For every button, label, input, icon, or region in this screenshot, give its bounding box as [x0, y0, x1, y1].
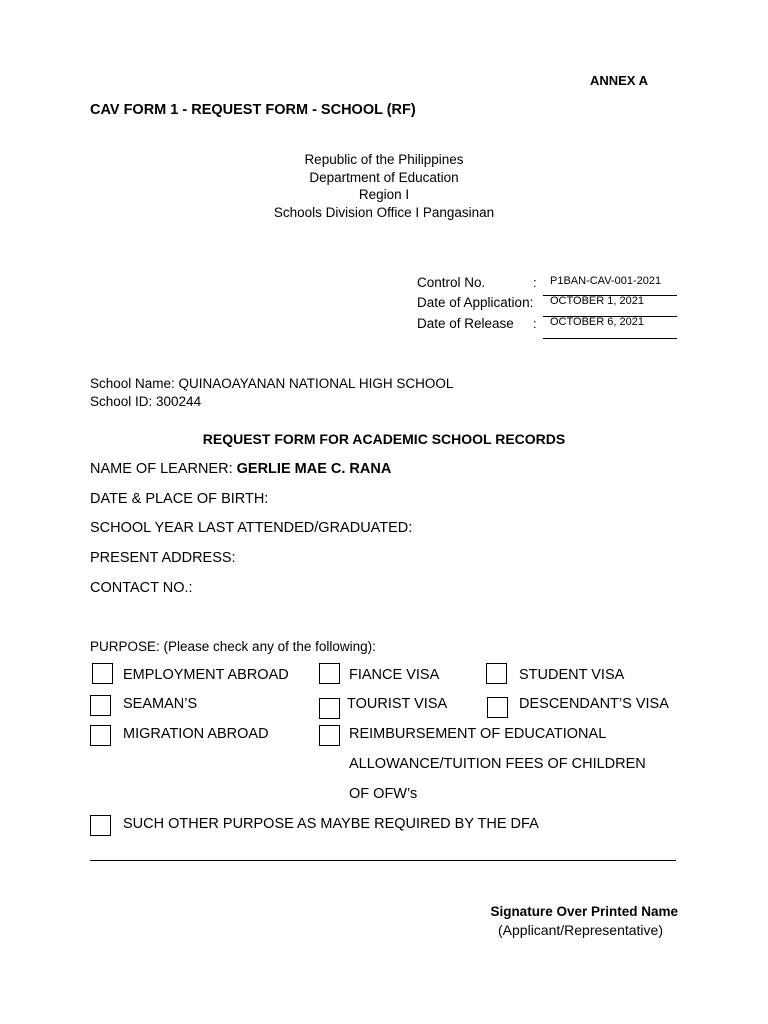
- reimbursement-label-line1: REIMBURSEMENT OF EDUCATIONAL: [349, 726, 607, 742]
- request-form-title: REQUEST FORM FOR ACADEMIC SCHOOL RECORDS: [202, 431, 566, 447]
- fiance-visa-label: FIANCE VISA: [349, 667, 440, 683]
- release-date-label: Date of Release: [417, 316, 514, 331]
- school-id: School ID: 300244: [90, 394, 202, 409]
- reimbursement-label-line2: ALLOWANCE/TUITION FEES OF CHILDREN: [349, 756, 646, 772]
- tourist-visa-checkbox[interactable]: [319, 698, 340, 719]
- application-date-label: Date of Application:: [417, 295, 534, 310]
- control-no-label: Control No.: [417, 275, 486, 290]
- seamans-label: SEAMAN’S: [123, 696, 198, 712]
- descendants-visa-checkbox[interactable]: [487, 697, 508, 718]
- reimbursement-label-line3: OF OFW’s: [349, 786, 418, 802]
- migration-abroad-label: MIGRATION ABROAD: [123, 726, 269, 742]
- learner-name-label: NAME OF LEARNER:: [90, 461, 233, 477]
- signature-role: (Applicant/Representative): [498, 922, 663, 938]
- descendants-visa-label: DESCENDANT’S VISA: [519, 696, 669, 712]
- agency-header: [0, 151, 768, 222]
- application-date-label-text: Date of Application: [417, 295, 530, 310]
- learner-name-field: [90, 461, 391, 477]
- annex-label: ANNEX A: [589, 73, 648, 88]
- student-visa-label: STUDENT VISA: [519, 667, 625, 683]
- header-division: Schools Division Office I Pangasinan: [273, 205, 495, 221]
- signature-line: [90, 860, 676, 861]
- school-year-field-label: SCHOOL YEAR LAST ATTENDED/GRADUATED:: [90, 520, 413, 536]
- release-date-underline: [543, 338, 677, 339]
- release-date-value: OCTOBER 6, 2021: [550, 316, 644, 328]
- header-department: Department of Education: [309, 169, 459, 185]
- school-name: School Name: QUINAOAYANAN NATIONAL HIGH SCHOOL: [90, 376, 454, 391]
- birth-field-label: DATE & PLACE OF BIRTH:: [90, 491, 269, 507]
- employment-abroad-label: EMPLOYMENT ABROAD: [123, 667, 289, 683]
- student-visa-checkbox[interactable]: [486, 663, 507, 684]
- fiance-visa-checkbox[interactable]: [319, 663, 340, 684]
- form-title: CAV FORM 1 - REQUEST FORM - SCHOOL (RF): [90, 102, 416, 118]
- control-no-value: P1BAN-CAV-001-2021: [550, 275, 662, 287]
- purpose-label: PURPOSE: (Please check any of the following):: [90, 639, 376, 654]
- release-date-colon: :: [533, 316, 537, 331]
- header-region: Region I: [358, 187, 410, 203]
- address-field-label: PRESENT ADDRESS:: [90, 550, 236, 566]
- seamans-checkbox[interactable]: [90, 695, 111, 716]
- tourist-visa-label: TOURIST VISA: [347, 696, 448, 712]
- migration-abroad-checkbox[interactable]: [90, 725, 111, 746]
- signature-label: Signature Over Printed Name: [490, 904, 678, 919]
- learner-name-value: GERLIE MAE C. RANA: [236, 461, 392, 477]
- other-purpose-checkbox[interactable]: [90, 815, 111, 836]
- application-date-value: OCTOBER 1, 2021: [550, 295, 644, 307]
- other-purpose-label: SUCH OTHER PURPOSE AS MAYBE REQUIRED BY THE DFA: [123, 816, 539, 832]
- contact-field-label: CONTACT NO.:: [90, 580, 193, 596]
- control-no-colon: :: [533, 275, 537, 290]
- employment-abroad-checkbox[interactable]: [92, 663, 113, 684]
- header-republic: Republic of the Philippines: [304, 152, 464, 167]
- reimbursement-checkbox[interactable]: [319, 725, 340, 746]
